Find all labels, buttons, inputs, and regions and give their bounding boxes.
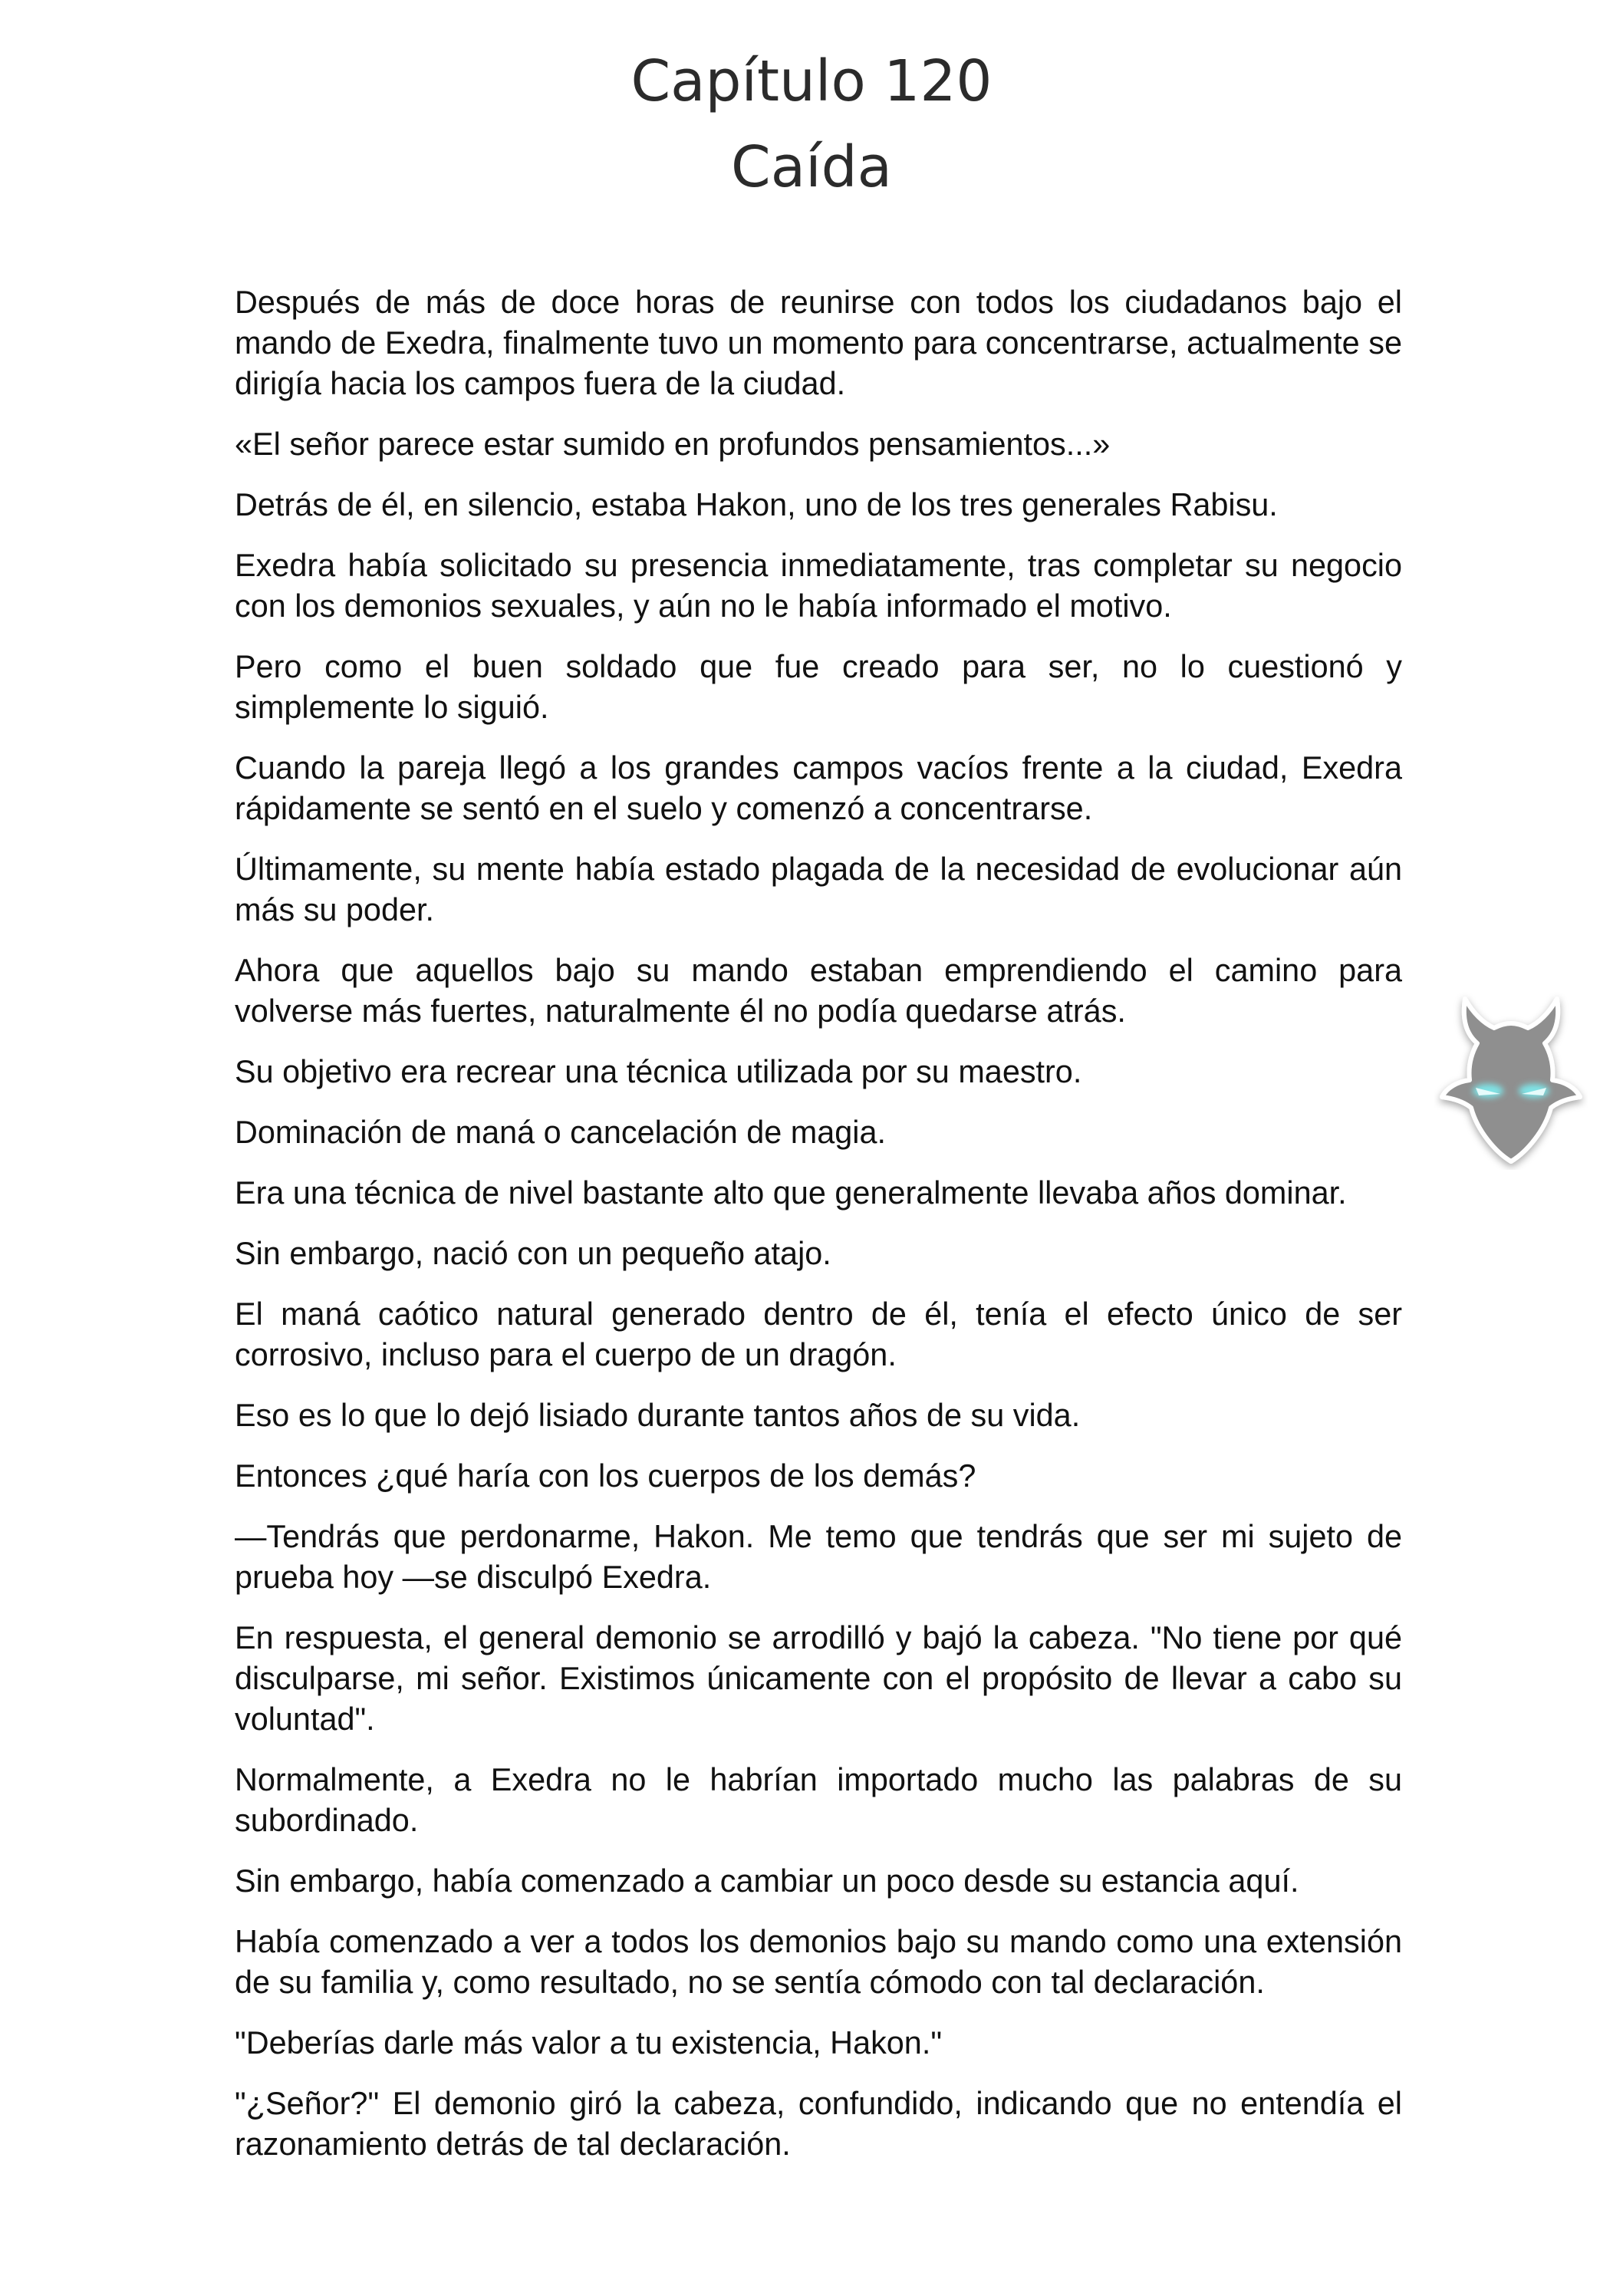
paragraph: "Deberías darle más valor a tu existencia, Hakon." <box>235 2025 943 2060</box>
paragraph: Detrás de él, en silencio, estaba Hakon, uno de los tres generales Rabisu. <box>235 487 1278 522</box>
paragraph: Normalmente, a Exedra no le habrían importado mucho las palabras de su subordinado. <box>235 1762 1402 1838</box>
paragraph: Entonces ¿qué haría con los cuerpos de los demás? <box>235 1458 976 1494</box>
paragraph: Era una técnica de nivel bastante alto que generalmente llevaba años dominar. <box>235 1175 1347 1211</box>
paragraph: Después de más de doce horas de reunirse con todos los ciudadanos bajo el mando de Exedra, finalmente tuvo un momento para concentrarse, actualmente se dirigía hacia los campos fuera de la ciudad. <box>235 285 1402 401</box>
paragraph: Pero como el buen soldado que fue creado para ser, no lo cuestionó y simplemente lo siguió. <box>235 649 1402 725</box>
paragraph: Dominación de maná o cancelación de magia. <box>235 1115 887 1150</box>
paragraph: Sin embargo, había comenzado a cambiar un poco desde su estancia aquí. <box>235 1863 1299 1899</box>
paragraph: «El señor parece estar sumido en profundos pensamientos...» <box>235 427 1111 462</box>
paragraph: "¿Señor?" El demonio giró la cabeza, confundido, indicando que no entendía el razonamiento detrás de tal declaración. <box>235 2086 1402 2162</box>
paragraph: Exedra había solicitado su presencia inmediatamente, tras completar su negocio con los demonios sexuales, y aún no le había informado el motivo. <box>235 548 1402 624</box>
paragraph: Últimamente, su mente había estado plagada de la necesidad de evolucionar aún más su poder. <box>235 852 1402 927</box>
paragraph: Ahora que aquellos bajo su mando estaban emprendiendo el camino para volverse más fuertes, naturalmente él no podía quedarse atrás. <box>235 953 1402 1029</box>
paragraph: Su objetivo era recrear una técnica utilizada por su maestro. <box>235 1054 1082 1089</box>
chapter-header <box>0 38 1623 210</box>
chapter-number: Capítulo 120 <box>630 48 993 114</box>
chapter-title: Caída <box>731 134 892 200</box>
paragraph: Había comenzado a ver a todos los demonios bajo su mando como una extensión de su familia y, como resultado, no se sentía cómodo con tal declaración. <box>235 1924 1402 2000</box>
paragraph: Eso es lo que lo dejó lisiado durante tantos años de su vida. <box>235 1398 1081 1433</box>
paragraph: El maná caótico natural generado dentro de él, tenía el efecto único de ser corrosivo, incluso para el cuerpo de un dragón. <box>235 1296 1402 1372</box>
paragraph: Cuando la pareja llegó a los grandes campos vacíos frente a la ciudad, Exedra rápidamente se sentó en el suelo y comenzó a concentrarse. <box>235 750 1402 826</box>
demon-head-icon <box>1434 990 1588 1170</box>
chapter-body <box>235 282 1402 2185</box>
paragraph: —Tendrás que perdonarme, Hakon. Me temo que tendrás que ser mi sujeto de prueba hoy —se disculpó Exedra. <box>235 1519 1402 1595</box>
paragraph: En respuesta, el general demonio se arrodilló y bajó la cabeza. "No tiene por qué disculparse, mi señor. Existimos únicamente con el propósito de llevar a cabo su voluntad". <box>235 1620 1402 1737</box>
paragraph: Sin embargo, nació con un pequeño atajo. <box>235 1236 831 1271</box>
